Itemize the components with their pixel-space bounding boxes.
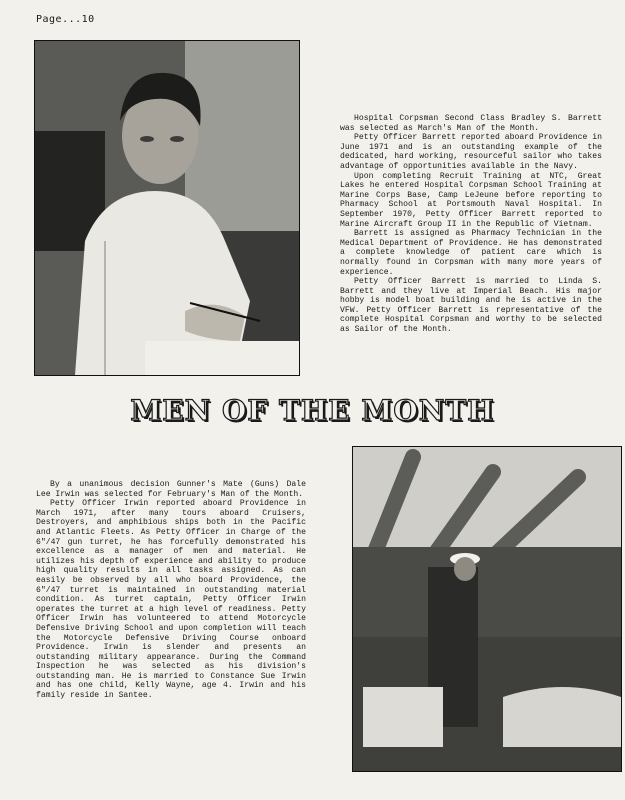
page-headline: MEN OF THE MONTH: [130, 394, 495, 427]
page-number: Page...10: [36, 14, 95, 25]
article-paragraph: Petty Officer Barrett is married to Linda S. Barrett and they live at Imperial Beach. His major hobby is model boat building and he is active in the VFW. Petty Officer Barrett is representative of the complete Hospital Corpsman and worthy to be selected as Sailor of the Month.: [340, 277, 602, 335]
portrait-photo-drawing: [35, 41, 299, 375]
article-paragraph: Barrett is assigned as Pharmacy Technician in the Medical Department of Providence. He has demonstrated a complete knowledge of patient care which is normally found in Corpsman with many more years of experience.: [340, 229, 602, 277]
article-paragraph: Hospital Corpsman Second Class Bradley S. Barrett was selected as March's Man of the Month.: [340, 114, 602, 133]
turret-photo-drawing: [353, 447, 621, 771]
article-paragraph: Petty Officer Irwin reported aboard Providence in March 1971, after many tours aboard Cruisers, Destroyers, and amphibious ships both in the Pacific and Atlantic Fleets. As Petty Officer in Charge of the 6"/47 gun turret, he has forcefully demonstrated his excellence as a manager of men and material. He utilizes his depth of experience and ability to produce high quality results in all tasks assigned. As can easily be observed by all who board Providence, the 6"/47 turret is maintained in outstanding material condition. As turret captain, Petty Officer Irwin operates the turret at a high level of readiness. Petty Officer Irwin has volunteered to attend Motorcycle Defensive Driving School and upon completion will teach the Motorcycle Defensive Driving Course onboard Providence. Irwin is slender and presents an outstanding military appearance. During the Command Inspection he was selected as his division's outstanding man. He is married to Constance Sue Irwin and has one child, Kelly Wayne, age 4. Irwin and his family reside in Santee.: [36, 499, 306, 701]
article-paragraph: By a unanimous decision Gunner's Mate (Guns) Dale Lee Irwin was selected for February's Man of the Month.: [36, 480, 306, 499]
article-paragraph: Upon completing Recruit Training at NTC, Great Lakes he entered Hospital Corpsman School Training at Marine Corps Base, Camp LeJeune before reporting to Pharmacy School at Portsmouth Naval Hospital. In September 1970, Petty Officer Barrett reported to Marine Aircraft Group II in the Republic of Vietnam.: [340, 171, 602, 229]
article-paragraph: Petty Officer Barrett reported aboard Providence in June 1971 and is an outstanding example of the dedicated, hard working, resourceful sailor who takes advantage of opportunities available in the Navy.: [340, 133, 602, 171]
sailor-turret-photo: [352, 446, 622, 772]
irwin-article: [36, 480, 306, 701]
sailor-portrait-photo: [34, 40, 300, 376]
barrett-article: [340, 114, 602, 335]
